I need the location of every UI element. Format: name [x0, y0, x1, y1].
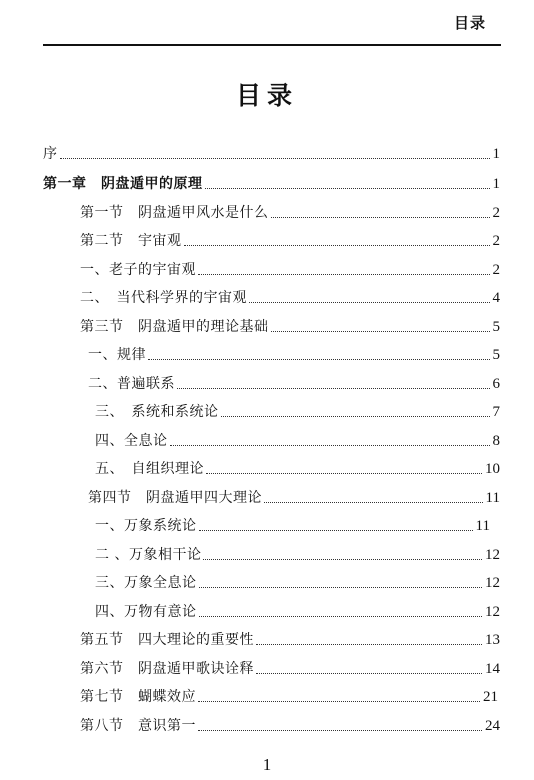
dot-leader — [198, 730, 482, 731]
toc-entry-section-8[interactable] — [80, 716, 500, 736]
dot-leader — [170, 445, 490, 446]
dot-leader — [184, 245, 490, 246]
toc-entry-page: 5 — [492, 319, 500, 335]
toc-entry-page: 2 — [492, 205, 500, 221]
header-label: 目录 — [453, 14, 486, 32]
toc-entry-text: 一、规律 — [88, 347, 146, 363]
toc-entry-holography[interactable] — [95, 431, 500, 451]
toc-entry-page: 1 — [492, 176, 500, 192]
toc-entry-text: 第三节 阴盘遁甲的理论基础 — [80, 319, 269, 335]
toc-entry-text: 第七节 蝴蝶效应 — [80, 689, 196, 705]
toc-entry-text: 二 、万象相干论 — [95, 547, 202, 563]
toc-entry-text: 二、 当代科学界的宇宙观 — [80, 290, 247, 306]
toc-entry-page: 4 — [492, 290, 500, 306]
toc-entry-all-things-intent[interactable] — [95, 602, 500, 622]
toc-entry-page: 8 — [492, 433, 500, 449]
dot-leader — [221, 416, 490, 417]
toc-entry-universal-connection[interactable] — [88, 374, 500, 394]
page-title: 目录 — [235, 81, 298, 110]
dot-leader — [198, 701, 480, 702]
dot-leader — [271, 331, 490, 332]
toc-entry-page: 21 — [483, 689, 498, 705]
dot-leader — [264, 502, 483, 503]
toc-entry-page: 24 — [485, 718, 500, 734]
toc-entry-section-3[interactable] — [80, 317, 500, 337]
toc-entry-section-7[interactable] — [80, 687, 498, 707]
toc-entry-preface[interactable] — [43, 144, 500, 164]
dot-leader — [205, 188, 490, 189]
toc-entry-text: 一、万象系统论 — [95, 518, 197, 534]
toc-entry-page: 2 — [492, 233, 500, 249]
dot-leader — [148, 359, 490, 360]
toc-entry-section-5[interactable] — [80, 630, 500, 650]
toc-entry-section-1[interactable] — [80, 203, 500, 223]
dot-leader — [199, 587, 483, 588]
toc-entry-page: 13 — [485, 632, 500, 648]
header-rule — [43, 44, 501, 46]
toc-entry-page: 14 — [485, 661, 500, 677]
toc-entry-text: 三、万象全息论 — [95, 575, 197, 591]
toc-entry-page: 12 — [485, 547, 500, 563]
dot-leader — [199, 530, 473, 531]
toc-entry-text: 四、全息论 — [95, 433, 168, 449]
dot-leader — [271, 217, 490, 218]
toc-entry-section-6[interactable] — [80, 659, 500, 679]
toc-entry-universal-holography[interactable] — [95, 573, 500, 593]
toc-entry-text: 二、普遍联系 — [88, 376, 175, 392]
dot-leader — [206, 473, 482, 474]
toc-entry-systems-theory[interactable] — [95, 402, 500, 422]
toc-entry-text: 序 — [43, 146, 58, 162]
toc-entry-section-4[interactable] — [88, 488, 500, 508]
dot-leader — [177, 388, 490, 389]
toc-entry-page: 7 — [492, 404, 500, 420]
dot-leader — [199, 616, 483, 617]
dot-leader — [60, 158, 490, 159]
dot-leader — [256, 673, 482, 674]
toc-entry-text: 第一章 阴盘遁甲的原理 — [43, 176, 203, 192]
toc-entry-page: 12 — [485, 575, 500, 591]
toc-entry-universal-systems[interactable] — [95, 516, 490, 536]
dot-leader — [256, 644, 482, 645]
toc-entry-page: 12 — [485, 604, 500, 620]
toc-entry-page: 5 — [492, 347, 500, 363]
toc-entry-laws[interactable] — [88, 345, 500, 365]
toc-entry-text: 第五节 四大理论的重要性 — [80, 632, 254, 648]
toc-entry-text: 一、老子的宇宙观 — [80, 262, 196, 278]
toc-entry-modern-cosmology[interactable] — [80, 288, 500, 308]
dot-leader — [203, 559, 482, 560]
toc-entry-text: 第四节 阴盘遁甲四大理论 — [88, 490, 262, 506]
dot-leader — [249, 302, 490, 303]
toc-entry-text: 第一节 阴盘遁甲风水是什么 — [80, 205, 269, 221]
toc-entry-chapter-1[interactable] — [43, 174, 500, 194]
page-number: 1 — [262, 755, 272, 774]
toc-entry-section-2[interactable] — [80, 231, 500, 251]
toc-entry-text: 第八节 意识第一 — [80, 718, 196, 734]
toc-entry-page: 10 — [485, 461, 500, 477]
toc-entry-page: 11 — [485, 490, 500, 506]
toc-entry-text: 第二节 宇宙观 — [80, 233, 182, 249]
toc-entry-page: 1 — [492, 146, 500, 162]
toc-entry-text: 第六节 阴盘遁甲歌诀诠释 — [80, 661, 254, 677]
toc-entry-text: 四、万物有意论 — [95, 604, 197, 620]
toc-entry-self-organization[interactable] — [95, 459, 500, 479]
toc-entry-text: 三、 系统和系统论 — [95, 404, 219, 420]
dot-leader — [198, 274, 490, 275]
toc-entry-text: 五、 自组织理论 — [95, 461, 204, 477]
toc-entry-page: 11 — [475, 518, 490, 534]
toc-entry-laozi-cosmology[interactable] — [80, 260, 500, 280]
toc-entry-page: 6 — [492, 376, 500, 392]
toc-entry-page: 2 — [492, 262, 500, 278]
toc-entry-universal-coherence[interactable] — [95, 545, 500, 565]
